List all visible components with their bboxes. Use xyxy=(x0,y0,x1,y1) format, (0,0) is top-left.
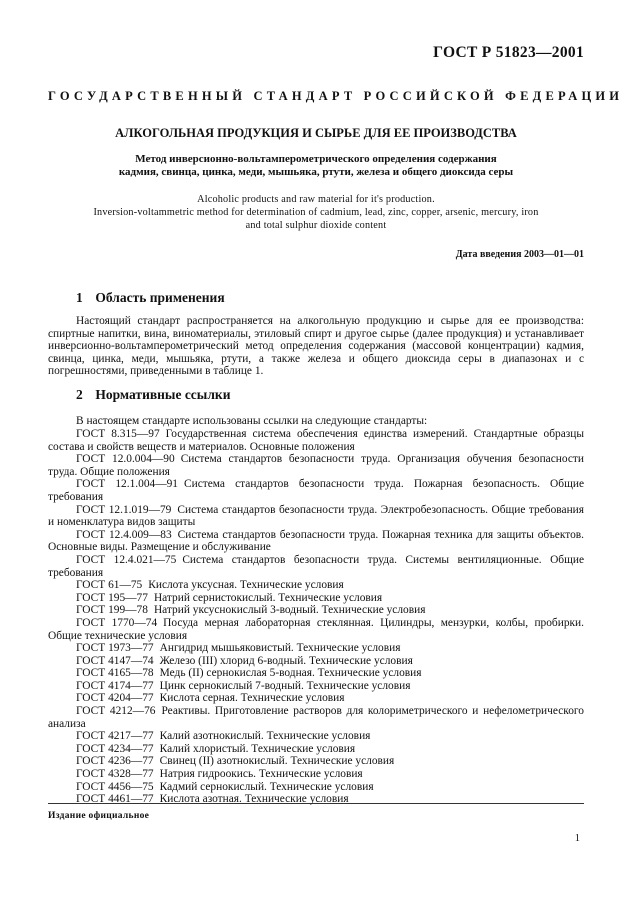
section-number: 2 xyxy=(76,387,83,402)
section-title: Область применения xyxy=(95,290,225,305)
reference-title: Посуда мерная лабораторная стеклянная. Цилиндры, мензурки, колбы, пробирки. Общие технические условия xyxy=(48,616,584,642)
reference-item xyxy=(48,428,584,453)
english-title-line: and total sulphur dioxide content xyxy=(245,220,387,231)
reference-title: Система стандартов безопасности труда. Системы вентиляционные. Общие требования xyxy=(48,553,585,579)
footer-divider xyxy=(48,803,584,804)
reference-title: Ангидрид мышьяковистый. Технические условия xyxy=(159,642,401,655)
reference-code: ГОСТ 12.1.019—79 xyxy=(76,503,172,516)
reference-title: Система стандартов безопасности труда. Организация обучения безопасности труда. Общие положения xyxy=(48,453,584,478)
reference-item xyxy=(48,680,584,693)
reference-item xyxy=(48,554,584,579)
reference-code: ГОСТ 1770—74 xyxy=(76,616,158,629)
reference-code: ГОСТ 4456—75 xyxy=(76,780,154,793)
reference-item xyxy=(48,743,584,756)
reference-item xyxy=(48,655,584,668)
reference-item xyxy=(48,781,584,794)
reference-title: Натрий уксуснокислый 3-водный. Технические условия xyxy=(153,604,426,617)
reference-code: ГОСТ 4236—77 xyxy=(76,755,154,768)
subtitle-line: кадмия, свинца, цинка, меди, мышьяка, ртути, железа и общего диоксида серы xyxy=(118,166,514,178)
reference-item xyxy=(48,768,584,781)
reference-title: Реактивы. Приготовление растворов для колориметрического и нефелометрического анализа xyxy=(48,705,584,730)
reference-code: ГОСТ 4212—76 xyxy=(76,705,156,718)
reference-title: Государственная система обеспечения единства измерений. Стандартные образцы состава и свойств веществ и материалов. Основные положения xyxy=(48,428,584,453)
reference-title: Медь (II) сернокислая 5-водная. Технические условия xyxy=(159,667,422,680)
section-title: Нормативные ссылки xyxy=(95,387,231,402)
reference-code: ГОСТ 4217—77 xyxy=(76,730,154,743)
reference-title: Кислота уксусная. Технические условия xyxy=(148,579,344,592)
reference-title: Цинк сернокислый 7-водный. Технические условия xyxy=(159,679,411,692)
reference-title: Свинец (II) азотнокислый. Технические условия xyxy=(159,755,395,768)
references-intro: В настоящем стандарте использованы ссылки на следующие стандарты: xyxy=(76,415,428,427)
reference-item xyxy=(48,617,584,642)
reference-title: Калий азотнокислый. Технические условия xyxy=(159,730,371,743)
reference-item xyxy=(48,504,584,529)
reference-code: ГОСТ 4234—77 xyxy=(76,742,154,755)
reference-code: ГОСТ 12.4.021—75 xyxy=(76,553,177,566)
reference-code: ГОСТ 199—78 xyxy=(76,604,148,617)
reference-item xyxy=(48,705,584,730)
reference-title: Натрия гидроокись. Технические условия xyxy=(159,768,363,781)
reference-title: Система стандартов безопасности труда. Пожарная безопасность. Общие требования xyxy=(48,478,584,503)
edition-label: Издание официальное xyxy=(48,811,150,821)
scope-paragraph: Настоящий стандарт распространяется на алкогольную продукцию и сырье для ее производства: спиртные напитки, вина, виноматериалы, этиловый спирт и другое сырье (далее продукция) и устанавливает инверсионно-вольтамперометрический метод определения содержания (массовой концентрации) кадмия, свинца, цинка, меди, мышьяка, ртути, а также железа и общего диоксида серы в диапазонах и с погрешностями, приведенными в таблице 1. xyxy=(48,315,584,378)
reference-item xyxy=(48,755,584,768)
reference-item xyxy=(48,592,584,605)
reference-item xyxy=(48,667,584,680)
reference-title: Калий хлористый. Технические условия xyxy=(159,742,356,755)
reference-item xyxy=(48,579,584,592)
reference-title: Система стандартов безопасности труда. Пожарная техника для защиты объектов. Основные виды. Размещение и обслуживание xyxy=(48,528,584,554)
reference-code: ГОСТ 4174—77 xyxy=(76,679,154,692)
reference-title: Кислота азотная. Технические условия xyxy=(159,793,349,806)
reference-item xyxy=(48,730,584,743)
reference-code: ГОСТ 12.1.004—91 xyxy=(76,478,178,491)
reference-list xyxy=(48,428,584,806)
introduction-date: Дата введения 2003—01—01 xyxy=(455,249,584,260)
reference-code: ГОСТ 12.4.009—83 xyxy=(76,528,172,541)
reference-item xyxy=(48,529,584,554)
reference-item xyxy=(48,478,584,503)
reference-title: Кислота серная. Технические условия xyxy=(159,692,345,705)
reference-title: Натрий сернистокислый. Технические условия xyxy=(153,591,383,604)
reference-code: ГОСТ 8.315—97 xyxy=(76,428,160,440)
reference-title: Система стандартов безопасности труда. Электробезопасность. Общие требования и номенклатура видов защиты xyxy=(48,503,584,529)
gov-standard-line: ГОСУДАРСТВЕННЫЙ СТАНДАРТ РОССИЙСКОЙ ФЕДЕРАЦИИ xyxy=(48,89,624,103)
reference-title: Кадмий сернокислый. Технические условия xyxy=(159,780,374,793)
english-title-line: Inversion-voltammetric method for determination of cadmium, lead, zinc, copper, arsenic, mercury, iron xyxy=(93,207,539,218)
english-title-line: Alcoholic products and raw material for it's production. xyxy=(197,194,435,205)
reference-code: ГОСТ 4328—77 xyxy=(76,768,154,781)
reference-title: Железо (III) хлорид 6-водный. Технические условия xyxy=(159,654,413,667)
section-heading-scope xyxy=(76,290,225,306)
reference-code: ГОСТ 4147—74 xyxy=(76,654,154,667)
reference-code: ГОСТ 12.0.004—90 xyxy=(76,453,175,466)
page-number: 1 xyxy=(574,833,580,844)
section-heading-references xyxy=(76,387,230,403)
reference-code: ГОСТ 195—77 xyxy=(76,591,148,604)
subtitle-line: Метод инверсионно-вольтамперометрического определения содержания xyxy=(135,153,497,165)
document-subtitle xyxy=(48,153,584,179)
reference-item xyxy=(48,453,584,478)
english-title xyxy=(48,193,584,232)
document-title: АЛКОГОЛЬНАЯ ПРОДУКЦИЯ И СЫРЬЕ ДЛЯ ЕЕ ПРОИЗВОДСТВА xyxy=(115,126,517,140)
reference-item xyxy=(48,604,584,617)
reference-code: ГОСТ 4165—78 xyxy=(76,667,154,680)
reference-code: ГОСТ 4204—77 xyxy=(76,692,154,705)
standard-code: ГОСТ Р 51823—2001 xyxy=(433,44,584,61)
reference-code: ГОСТ 4461—77 xyxy=(76,793,154,806)
section-number: 1 xyxy=(76,290,83,305)
reference-code: ГОСТ 61—75 xyxy=(76,579,143,592)
reference-item xyxy=(48,642,584,655)
reference-item xyxy=(48,692,584,705)
reference-code: ГОСТ 1973—77 xyxy=(76,642,154,655)
